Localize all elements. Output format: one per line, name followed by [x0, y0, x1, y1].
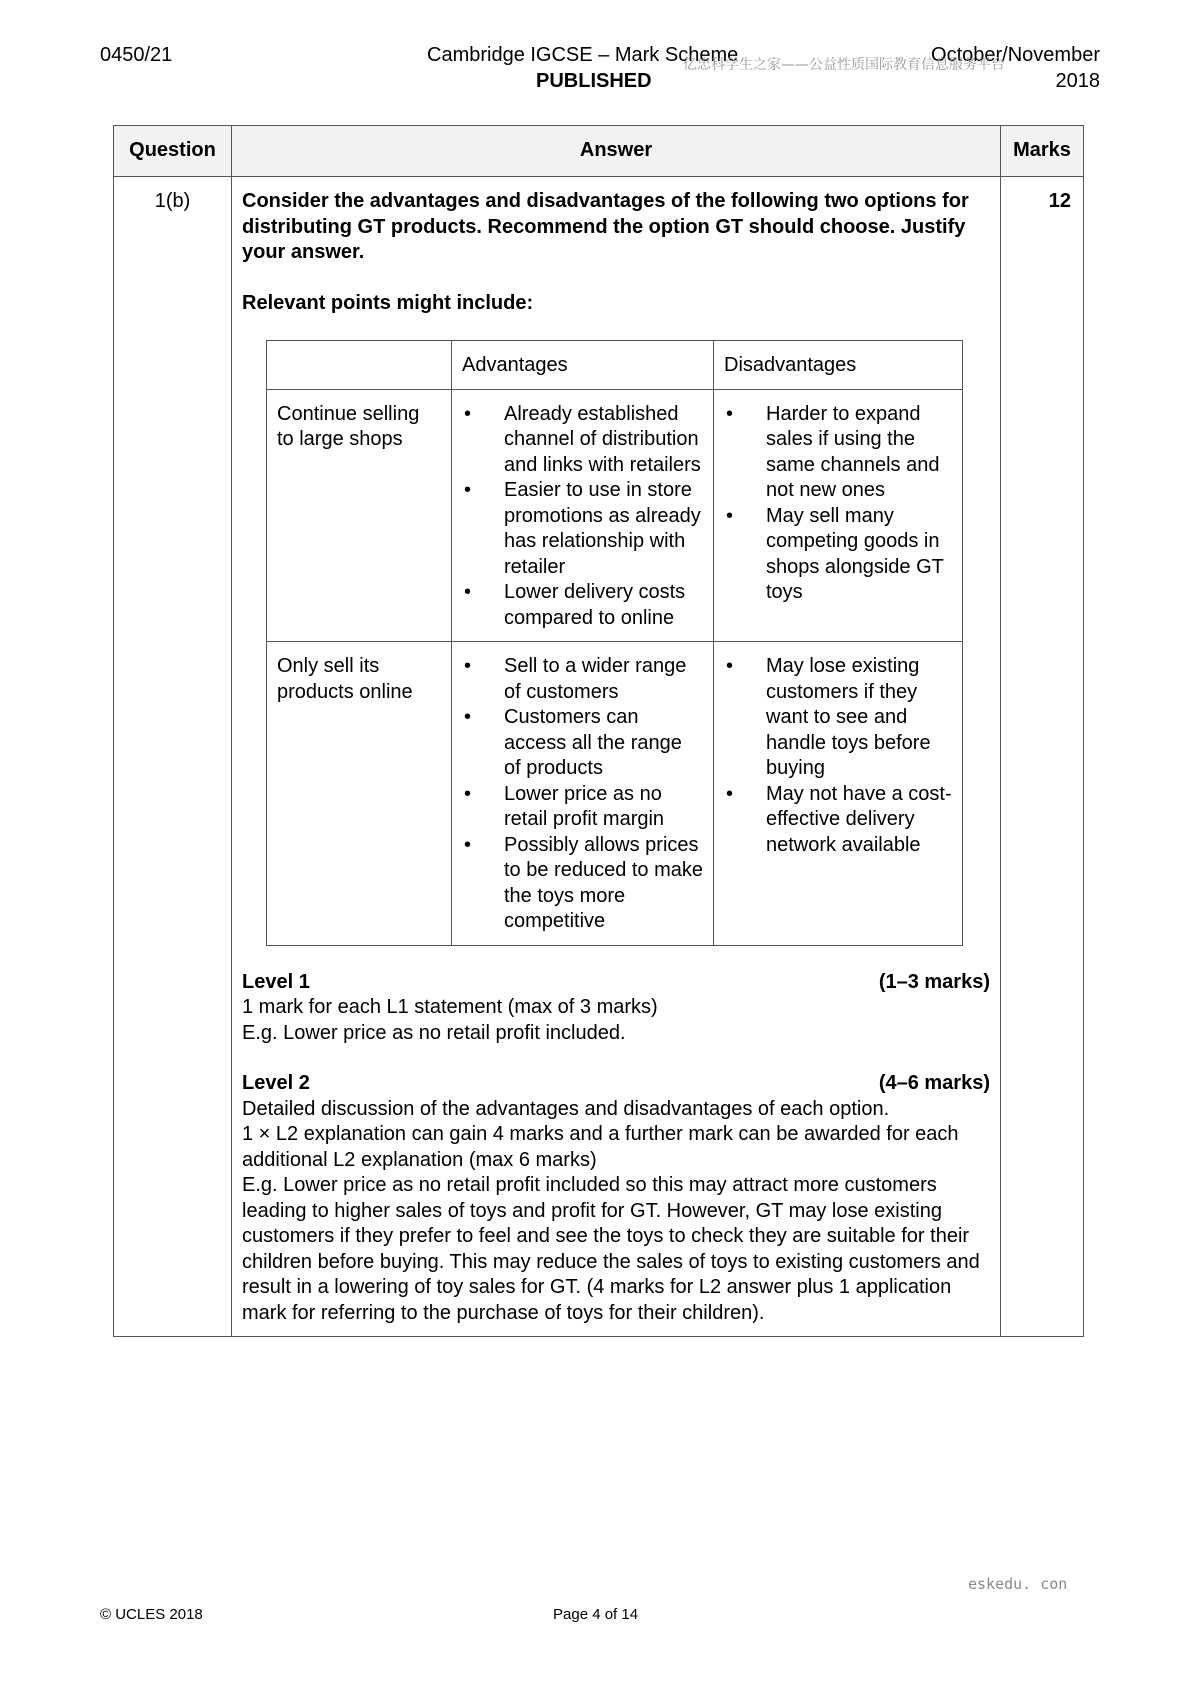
level2-line: E.g. Lower price as no retail profit included so this may attract more customers leading to higher sales of toys and profit for GT. However, GT may lose existing customers if they prefer to feel and see the toys to check they are suitable for their children before buying. This may reduce the sales of toys to existing customers and result in a lowering of toy sales for GT. (4 marks for L2 answer plus 1 application mark for referring to the purchase of toys for their children).: [242, 1174, 980, 1324]
option-row: [267, 642, 963, 946]
list-item: • May sell many competing goods in shops alongside GT toys: [726, 504, 944, 603]
bullet-icon: •: [464, 581, 472, 603]
list-item: • Customers can access all the range of products: [464, 706, 682, 779]
level2-line: 1 × L2 explanation can gain 4 marks and a further mark can be awarded for each additional L2 explanation (max 6 marks): [242, 1123, 959, 1171]
bullet-icon: •: [726, 782, 734, 805]
question-prompt: Consider the advantages and disadvantages of the following two options for distributing GT products. Recommend the option GT should choose. Justify your answer.: [242, 190, 969, 263]
list-item: • Lower delivery costs compared to online: [464, 581, 686, 629]
answer-cell: [232, 177, 1001, 1337]
paper-code: 0450/21: [100, 44, 173, 66]
list-item: • Possibly allows prices to be reduced to make the toys more competitive: [464, 833, 704, 932]
level1-marks: (1–3 marks): [878, 970, 990, 993]
col-marks-header: Marks: [1001, 126, 1084, 177]
level1-title: Level 1: [242, 970, 310, 993]
options-header-row: [267, 341, 963, 390]
mark-scheme-table: [113, 125, 1084, 1337]
list-item: • May lose existing customers if they want to see and handle toys before buying: [726, 655, 931, 779]
disadvantages-header: Disadvantages: [714, 341, 963, 390]
page-number: Page 4 of 14: [553, 1606, 639, 1623]
session-line1: October/November: [931, 44, 1100, 66]
bullet-icon: •: [464, 706, 472, 728]
blank-header: [267, 341, 452, 390]
table-row: [114, 177, 1084, 1337]
bullet-icon: •: [464, 782, 472, 805]
bullet-icon: •: [464, 479, 472, 501]
list-item: • May not have a cost-effective delivery network available: [726, 782, 952, 856]
level1-line: 1 mark for each L1 statement (max of 3 marks): [242, 996, 658, 1018]
level2-line: Detailed discussion of the advantages and disadvantages of each option.: [242, 1097, 890, 1120]
disadvantages-cell: [714, 389, 963, 642]
question-number: 1(b): [114, 177, 232, 1337]
marks-value: 12: [1001, 177, 1084, 1337]
table-header-row: [114, 126, 1084, 177]
bullet-icon: •: [464, 833, 472, 856]
list-item: • Already established channel of distribution and links with retailers: [464, 402, 701, 476]
list-item: • Sell to a wider range of customers: [464, 655, 687, 703]
level2-title: Level 2: [242, 1072, 310, 1094]
watermark: 亿忠科学生之家——公益性质国际教育信息服务平台: [683, 57, 1005, 73]
session-line2: 2018: [1055, 70, 1100, 92]
advantages-header: Advantages: [452, 341, 714, 390]
level2-heading: [242, 1071, 990, 1097]
list-item: • Harder to expand sales if using the same channels and not new ones: [726, 402, 940, 501]
level2-marks: (4–6 marks): [878, 1072, 990, 1094]
doc-title: Cambridge IGCSE – Mark Scheme: [427, 44, 739, 66]
bullet-icon: •: [464, 402, 472, 425]
option-label: Continue selling to large shops: [267, 389, 452, 642]
copyright: © UCLES 2018: [100, 1606, 203, 1623]
col-answer-header: Answer: [232, 126, 1001, 177]
bullet-icon: •: [464, 655, 472, 677]
advantages-cell: [452, 642, 714, 946]
bullet-icon: •: [726, 655, 734, 677]
relevant-points-heading: Relevant points might include:: [242, 291, 534, 314]
option-label: Only sell its products online: [267, 642, 452, 946]
site-watermark: eskedu. con: [968, 1575, 1068, 1593]
advantages-cell: [452, 389, 714, 642]
option-row: [267, 389, 963, 642]
list-item: • Lower price as no retail profit margin: [464, 782, 665, 830]
level1-heading: [242, 970, 990, 996]
disadvantages-cell: [714, 642, 963, 946]
options-table: [266, 340, 963, 946]
published-label: PUBLISHED: [536, 70, 652, 92]
bullet-icon: •: [726, 402, 734, 425]
bullet-icon: •: [726, 504, 734, 527]
level1-line: E.g. Lower price as no retail profit included.: [242, 1021, 626, 1044]
col-question-header: Question: [114, 126, 232, 177]
list-item: • Easier to use in store promotions as already has relationship with retailer: [464, 479, 701, 578]
